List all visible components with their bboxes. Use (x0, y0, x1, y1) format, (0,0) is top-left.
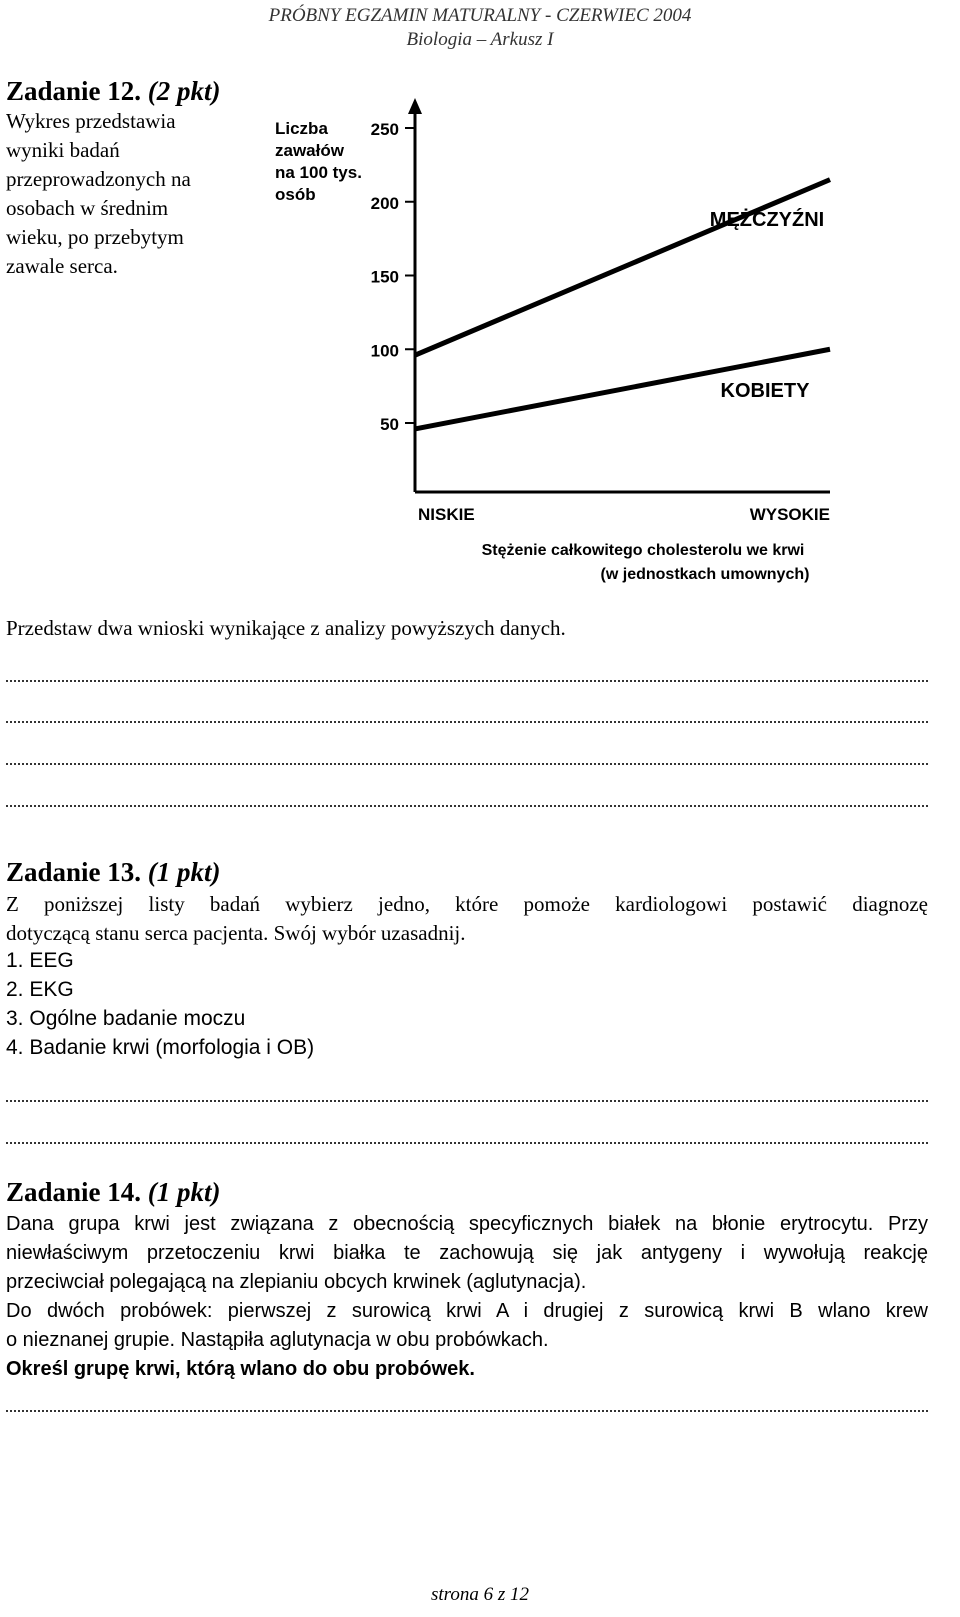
y-tick-label: 250 (370, 120, 399, 139)
option-item (6, 1033, 314, 1062)
task-13-heading (6, 856, 221, 888)
series-label: KOBIETY (720, 380, 810, 402)
option-item (6, 946, 314, 975)
body-line: Do dwóch probówek: pierwszej z surowicą krwi A i drugiej z surowicą krwi B wlano krew (6, 1300, 928, 1322)
series-label: MĘŻCZYŹNI (709, 209, 825, 231)
y-axis-label-line: Liczba (275, 119, 328, 138)
task-12-intro (6, 107, 246, 281)
option-number: 2. (6, 978, 24, 1001)
answer-line[interactable] (6, 676, 928, 682)
intro-line: wyniki badań (6, 138, 120, 162)
instruction-line: Z poniższej listy badań wybierz jedno, które pomoże kardiologowi postawić diagnozę (6, 892, 928, 916)
y-tick-label: 50 (380, 415, 399, 434)
task-13-options (6, 946, 314, 1062)
intro-line: wieku, po przebytym (6, 225, 184, 249)
y-tick-label: 100 (370, 341, 399, 361)
body-line: Dana grupa krwi jest związana z obecnością specyficznych białek na błonie erytrocytu. Przy (6, 1213, 928, 1235)
series-line (415, 180, 830, 356)
y-tick-label: 200 (370, 193, 399, 213)
task-12-question: Przedstaw dwa wnioski wynikające z analizy powyższych danych. (6, 616, 566, 640)
task-14-points: (1 pkt) (147, 1177, 221, 1207)
y-axis-label-line: zawałów (275, 141, 344, 160)
option-number: 1. (6, 949, 24, 972)
answer-line[interactable] (6, 1138, 928, 1144)
answer-line[interactable] (6, 759, 928, 765)
y-axis-arrow (408, 98, 422, 114)
y-tick-label: 150 (370, 267, 399, 287)
option-item (6, 975, 314, 1004)
y-axis-label-line: osób (275, 185, 316, 204)
x-axis-label-line: Stężenie całkowitego cholesterolu we krwi (481, 542, 805, 559)
task-12-points: (2 pkt) (147, 76, 221, 106)
task-14-heading (6, 1176, 221, 1208)
option-number: 3. (6, 1007, 24, 1030)
task-13-title: Zadanie 13. (6, 857, 142, 887)
intro-line: osobach w średnim (6, 196, 169, 220)
exam-subtitle: Biologia – Arkusz I (406, 29, 554, 50)
intro-line: Wykres przedstawia (6, 109, 176, 133)
page-header (240, 4, 720, 52)
instruction-line: dotyczącą stanu serca pacjenta. Swój wybór uzasadnij. (6, 921, 466, 945)
task-12-heading (6, 75, 221, 107)
page-number: strona 6 z 12 (430, 1584, 529, 1605)
intro-line: zawale serca. (6, 254, 118, 278)
task-13-instruction (6, 890, 928, 948)
answer-line[interactable] (6, 1096, 928, 1102)
x-axis-label-line: (w jednostkach umownych) (600, 566, 810, 583)
cholesterol-infarction-chart (255, 90, 895, 590)
body-line: niewłaściwym przetoczeniu krwi białka te zachowują się jak antygeny i wywołują reakcję (6, 1242, 928, 1264)
task-13-points: (1 pkt) (147, 857, 221, 887)
option-label: Badanie krwi (morfologia i OB) (29, 1036, 315, 1059)
option-label: Ogólne badanie moczu (29, 1007, 246, 1030)
task-14-command: Określ grupę krwi, którą wlano do obu probówek. (6, 1358, 475, 1380)
answer-line[interactable] (6, 1406, 928, 1412)
x-tick-label: NISKIE (418, 505, 475, 524)
intro-line: przeprowadzonych na (6, 167, 191, 191)
option-item (6, 1004, 314, 1033)
task-12-title: Zadanie 12. (6, 76, 142, 106)
x-tick-label: WYSOKIE (749, 505, 830, 524)
answer-line[interactable] (6, 717, 928, 723)
y-axis-label-line: na 100 tys. (275, 163, 362, 182)
body-line: o nieznanej grupie. Nastąpiła aglutynacja w obu probówkach. (6, 1329, 549, 1351)
exam-title: PRÓBNY EGZAMIN MATURALNY - CZERWIEC 2004 (268, 5, 692, 26)
task-14-title: Zadanie 14. (6, 1177, 142, 1207)
option-label: EEG (29, 949, 74, 972)
body-line: przeciwciał polegającą na zlepianiu obcych krwinek (aglutynacja). (6, 1271, 587, 1293)
task-14-body (6, 1210, 928, 1384)
option-label: EKG (29, 978, 74, 1001)
option-number: 4. (6, 1036, 24, 1059)
answer-line[interactable] (6, 801, 928, 807)
